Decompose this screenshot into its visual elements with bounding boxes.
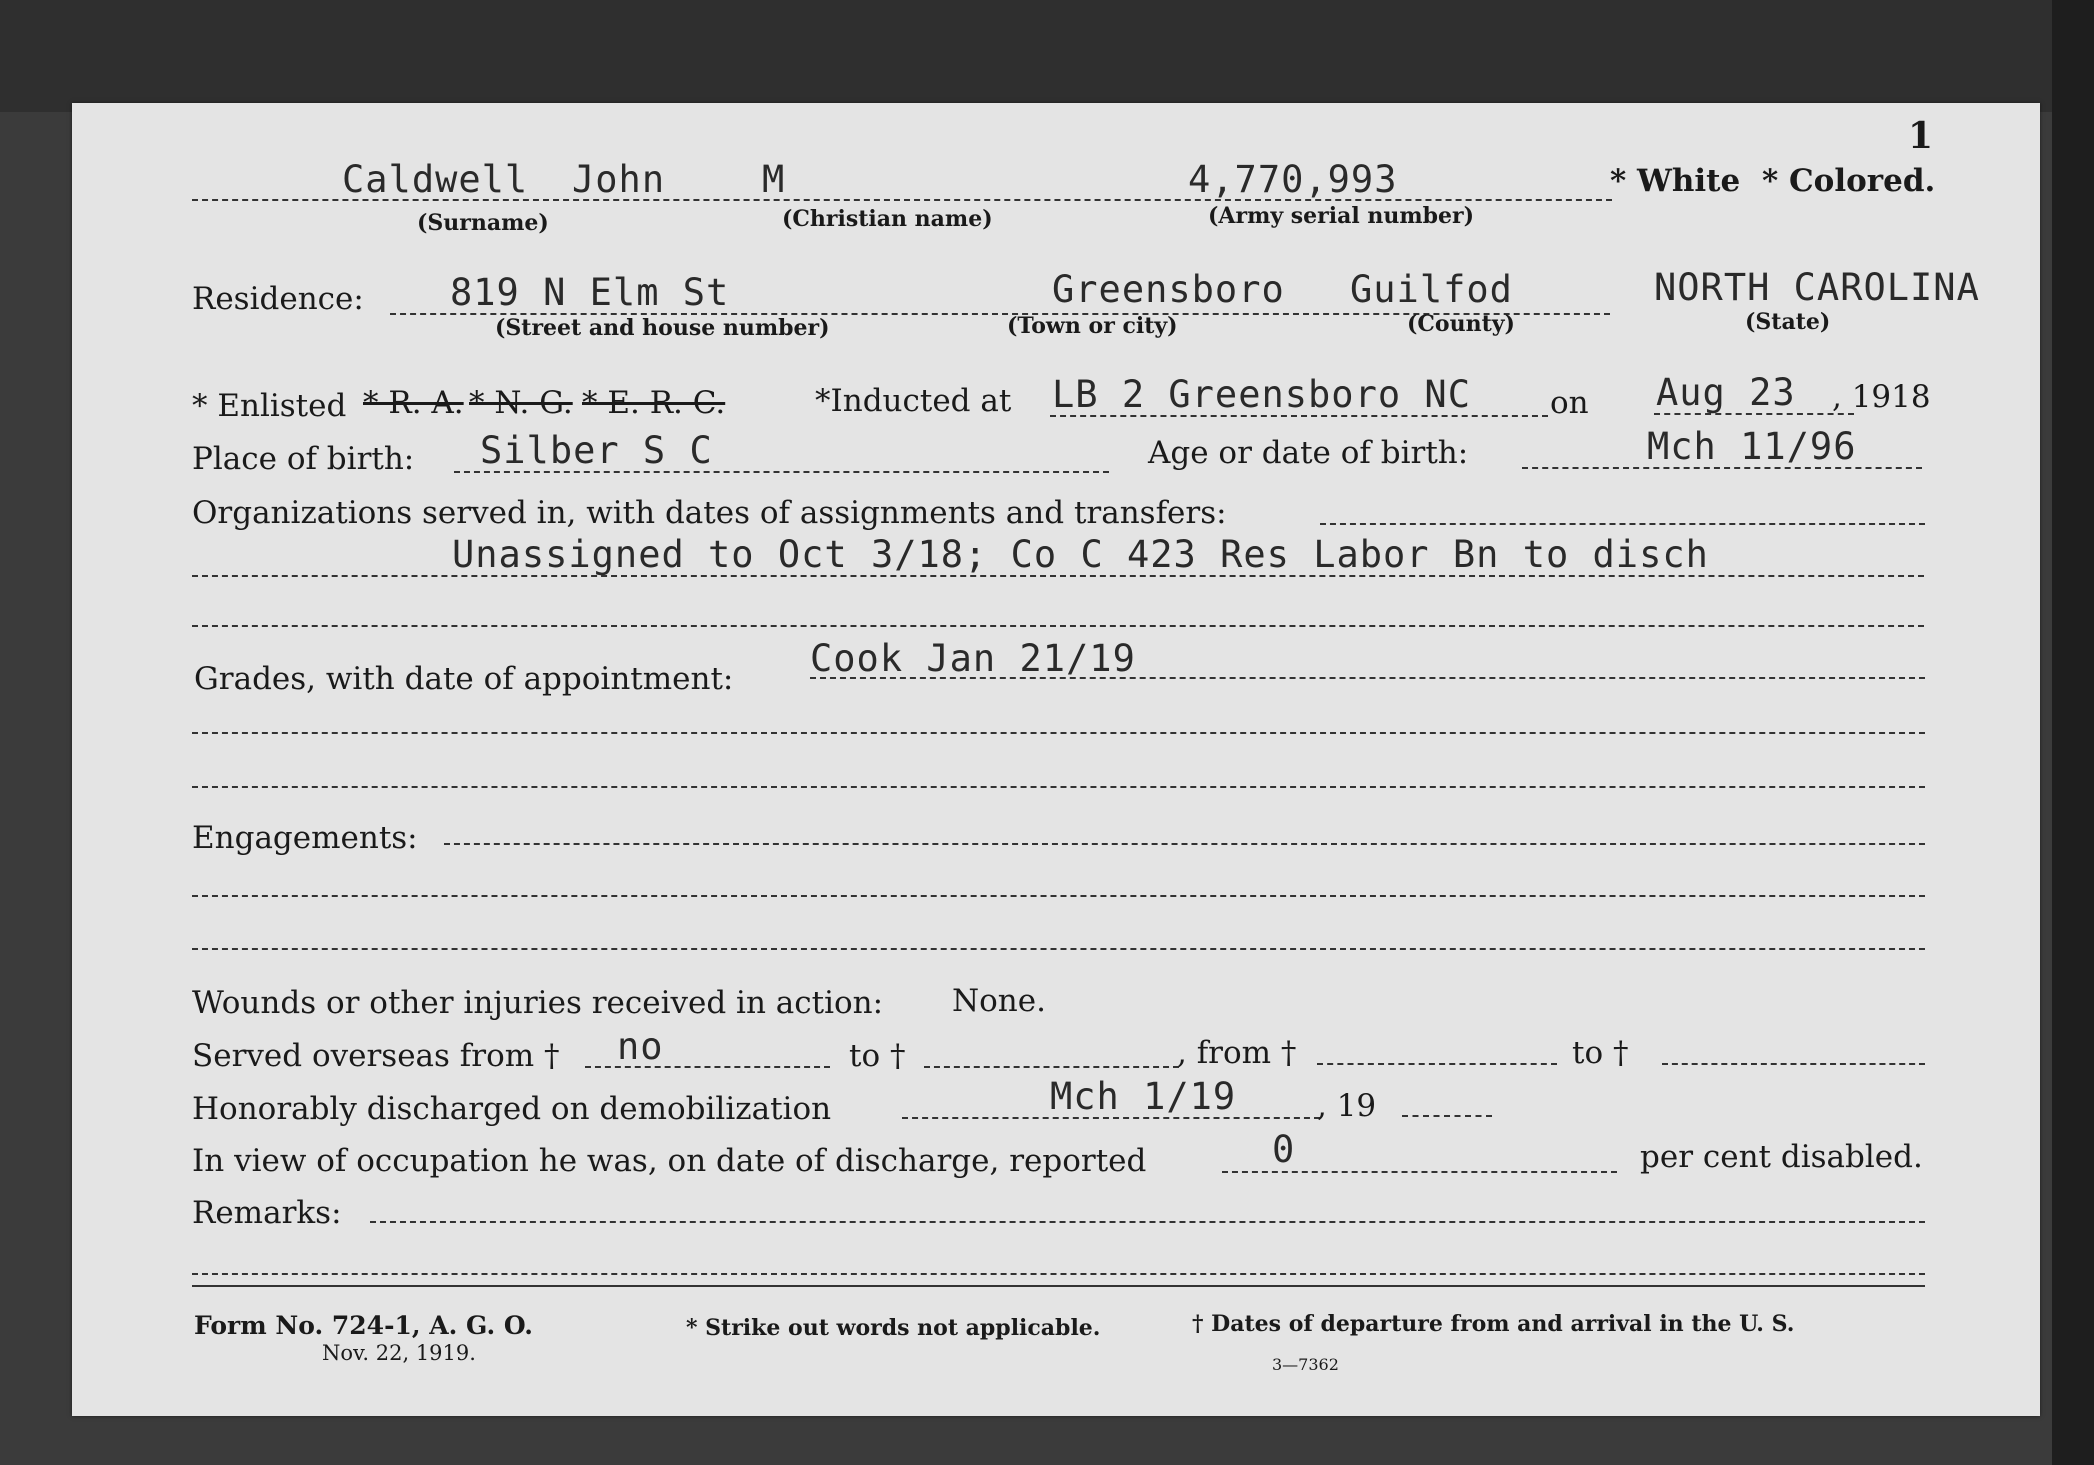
birthdate-value: Mch 11/96 xyxy=(1647,425,1857,468)
surname-value: Caldwell xyxy=(342,158,529,201)
discharge-label: Honorably discharged on demobilization xyxy=(192,1091,832,1127)
christian-name-caption: (Christian name) xyxy=(782,206,993,232)
card-number: 1 xyxy=(1908,115,1934,157)
organizations-label: Organizations served in, with dates of assignments and transfers: xyxy=(192,495,1227,531)
wounds-label: Wounds or other injuries received in action: xyxy=(192,985,884,1021)
grades-value: Cook Jan 21/19 xyxy=(810,637,1136,680)
discharge-year: , 19 xyxy=(1317,1088,1377,1124)
serial-number-value: 4,770,993 xyxy=(1188,158,1398,201)
remarks-line-1 xyxy=(370,1221,1925,1223)
organizations-line-3 xyxy=(192,625,1924,627)
grades-label: Grades, with date of appointment: xyxy=(194,661,734,697)
induction-date-value: Aug 23 xyxy=(1656,371,1796,414)
colored-label: * Colored. xyxy=(1762,163,1936,199)
remarks-line-2 xyxy=(192,1273,1925,1275)
state-value: NORTH CAROLINA xyxy=(1654,266,1980,309)
county-caption: (County) xyxy=(1407,311,1515,337)
town-caption: (Town or city) xyxy=(1007,313,1178,339)
induction-place-value: LB 2 Greensboro NC xyxy=(1052,373,1471,416)
erc-label: * E. R. C. xyxy=(582,385,726,421)
overseas-from2-label: , from † xyxy=(1177,1035,1297,1071)
birthplace-value: Silber S C xyxy=(480,429,713,472)
scanner-background-top xyxy=(0,0,2094,112)
surname-caption: (Surname) xyxy=(417,210,549,236)
engagements-line-1 xyxy=(444,843,1925,845)
scanner-background-right xyxy=(2052,0,2094,1465)
footer-rule xyxy=(192,1285,1925,1287)
induction-year: , 1918 xyxy=(1832,379,1931,415)
engagements-line-3 xyxy=(192,948,1925,950)
ra-label: * R. A. xyxy=(363,385,464,421)
county-value: Guilfod xyxy=(1350,268,1513,311)
overseas-to2-line xyxy=(1662,1063,1925,1065)
strike-note: * Strike out words not applicable. xyxy=(686,1315,1101,1341)
state-caption: (State) xyxy=(1745,309,1831,335)
enlisted-label: * Enlisted xyxy=(192,388,347,424)
christian-name-value: John xyxy=(572,158,666,201)
discharge-date-value: Mch 1/19 xyxy=(1050,1075,1237,1118)
town-value: Greensboro xyxy=(1052,268,1285,311)
dates-note: † Dates of departure from and arrival in the U. S. xyxy=(1192,1311,1795,1337)
disability-line xyxy=(1222,1171,1617,1173)
white-label: * White xyxy=(1610,163,1741,199)
disability-value: 0 xyxy=(1272,1128,1296,1171)
street-value: 819 N Elm St xyxy=(450,271,730,314)
engagements-label: Engagements: xyxy=(192,820,418,856)
form-number: Form No. 724-1, A. G. O. xyxy=(194,1311,533,1340)
form-date: Nov. 22, 1919. xyxy=(322,1341,476,1365)
grades-line-2 xyxy=(192,732,1925,734)
overseas-from-value: no xyxy=(617,1025,664,1068)
disability-label: In view of occupation he was, on date of discharge, reported xyxy=(192,1143,1147,1179)
overseas-label: Served overseas from † xyxy=(192,1038,560,1074)
wounds-value: None. xyxy=(952,983,1046,1019)
on-label: on xyxy=(1550,385,1589,421)
birthdate-label: Age or date of birth: xyxy=(1148,435,1469,471)
overseas-from2-line xyxy=(1317,1063,1557,1065)
remarks-label: Remarks: xyxy=(192,1195,342,1231)
birthplace-label: Place of birth: xyxy=(192,441,415,477)
organizations-value: Unassigned to Oct 3/18; Co C 423 Res Labor Bn to disch xyxy=(452,533,1709,576)
print-code: 3—7362 xyxy=(1272,1355,1339,1374)
organizations-line-1 xyxy=(1320,523,1925,525)
service-record-card xyxy=(72,103,2040,1416)
overseas-to1-label: to † xyxy=(849,1038,906,1074)
engagements-line-2 xyxy=(192,895,1925,897)
overseas-to2-label: to † xyxy=(1572,1035,1629,1071)
overseas-to1-line xyxy=(924,1066,1179,1068)
residence-label: Residence: xyxy=(192,281,364,317)
ng-label: * N. G. xyxy=(469,385,573,421)
grades-line-3 xyxy=(192,786,1925,788)
street-caption: (Street and house number) xyxy=(495,315,830,341)
inducted-label: *Inducted at xyxy=(815,383,1012,419)
middle-initial-value: M xyxy=(762,158,786,201)
serial-caption: (Army serial number) xyxy=(1208,203,1475,229)
disability-suffix: per cent disabled. xyxy=(1640,1139,1923,1175)
discharge-year-line xyxy=(1402,1115,1492,1117)
